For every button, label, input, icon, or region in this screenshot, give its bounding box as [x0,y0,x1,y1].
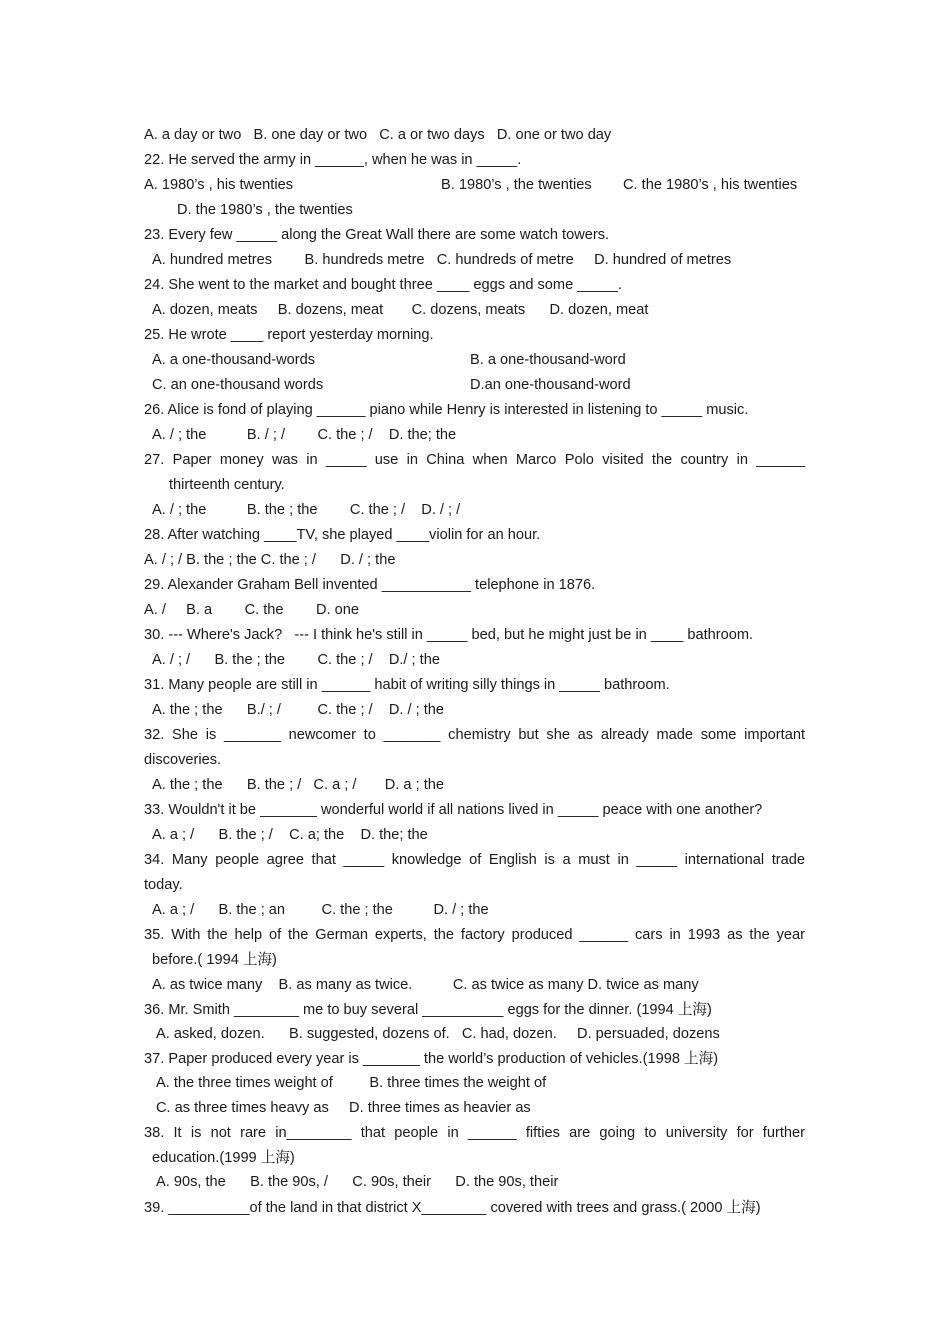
q33-options: A. a ; / B. the ; / C. a; the D. the; the [152,827,428,843]
q23-options: A. hundred metres B. hundreds metre C. hundreds of metre D. hundred of metres [152,252,732,268]
q29-options: A. / B. a C. the D. one [144,602,359,618]
q25-option-a: A. a one-thousand-words [152,352,316,368]
q35-question: 35. With the help of the German experts, the factory produced ______ cars in 1993 as the year [144,927,805,943]
q28-question: 28. After watching ____TV, she played ____violin for an hour. [144,527,541,543]
q34-question-cont: today. [144,877,183,893]
q35-question-cont: before.( 1994 上海) [152,952,277,968]
q34-options: A. a ; / B. the ; an C. the ; the D. / ; the [152,902,489,918]
q25-option-d: D.an one-thousand-word [470,377,631,393]
q33-question: 33. Wouldn't it be _______ wonderful world if all nations lived in _____ peace with one another? [144,802,763,818]
q26-options: A. / ; the B. / ; / C. the ; / D. the; the [152,427,457,443]
q29-question: 29. Alexander Graham Bell invented ___________ telephone in 1876. [144,577,596,593]
q26-question: 26. Alice is fond of playing ______ piano while Henry is interested in listening to _____ music. [144,402,749,418]
q25-option-c: C. an one-thousand words [152,377,324,393]
q22-option-d: D. the 1980’s , the twenties [177,202,353,218]
q24-options: A. dozen, meats B. dozens, meat C. dozens, meats D. dozen, meat [152,302,649,318]
q38-question-cont: education.(1999 上海) [152,1150,295,1166]
q28-options: A. / ; / B. the ; the C. the ; / D. / ; the [144,552,396,568]
q22-option-a: A. 1980’s , his twenties [144,177,293,193]
q39-question: 39. __________of the land in that district X________ covered with trees and grass.( 2000 上海) [144,1200,761,1216]
q22-option-c: C. the 1980’s , his twenties [623,177,798,193]
q36-options: A. asked, dozen. B. suggested, dozens of. C. had, dozen. D. persuaded, dozens [156,1026,720,1042]
q24-question: 24. She went to the market and bought three ____ eggs and some _____. [144,277,622,293]
q25-question: 25. He wrote ____ report yesterday morning. [144,327,434,343]
q31-question: 31. Many people are still in ______ habit of writing silly things in _____ bathroom. [144,677,670,693]
q21-options: A. a day or two B. one day or two C. a or two days D. one or two day [144,127,612,143]
q38-question: 38. It is not rare in________ that people in ______ fifties are going to university for further [144,1125,805,1141]
q22-option-b: B. 1980’s , the twenties [441,177,592,193]
q32-options: A. the ; the B. the ; / C. a ; / D. a ; the [152,777,445,793]
q37-question: 37. Paper produced every year is _______ the world’s production of vehicles.(1998 上海) [144,1051,719,1067]
q23-question: 23. Every few _____ along the Great Wall there are some watch towers. [144,227,610,243]
q38-options: A. 90s, the B. the 90s, / C. 90s, their D. the 90s, their [156,1174,559,1190]
q32-question-cont: discoveries. [144,752,222,768]
q37-options-ab: A. the three times weight of B. three times the weight of [156,1075,547,1091]
q31-options: A. the ; the B./ ; / C. the ; / D. / ; the [152,702,444,718]
q37-options-cd: C. as three times heavy as D. three times as heavier as [156,1100,531,1116]
q32-question: 32. She is _______ newcomer to _______ chemistry but she as already made some important [144,727,805,743]
q25-option-b: B. a one-thousand-word [470,352,626,368]
q27-question: 27. Paper money was in _____ use in China when Marco Polo visited the country in ______ [144,452,805,468]
q22-question: 22. He served the army in ______, when he was in _____. [144,152,522,168]
q27-question-cont: thirteenth century. [169,477,285,493]
q30-question: 30. --- Where's Jack? --- I think he's still in _____ bed, but he might just be in ____ bathroom. [144,627,754,643]
q36-question: 36. Mr. Smith ________ me to buy several __________ eggs for the dinner. (1994 上海) [144,1002,712,1018]
q34-question: 34. Many people agree that _____ knowledge of English is a must in _____ international trade [144,852,805,868]
q35-options: A. as twice many B. as many as twice. C. as twice as many D. twice as many [152,977,699,993]
q27-options: A. / ; the B. the ; the C. the ; / D. / ; / [152,502,461,518]
q30-options: A. / ; / B. the ; the C. the ; / D./ ; the [152,652,440,668]
